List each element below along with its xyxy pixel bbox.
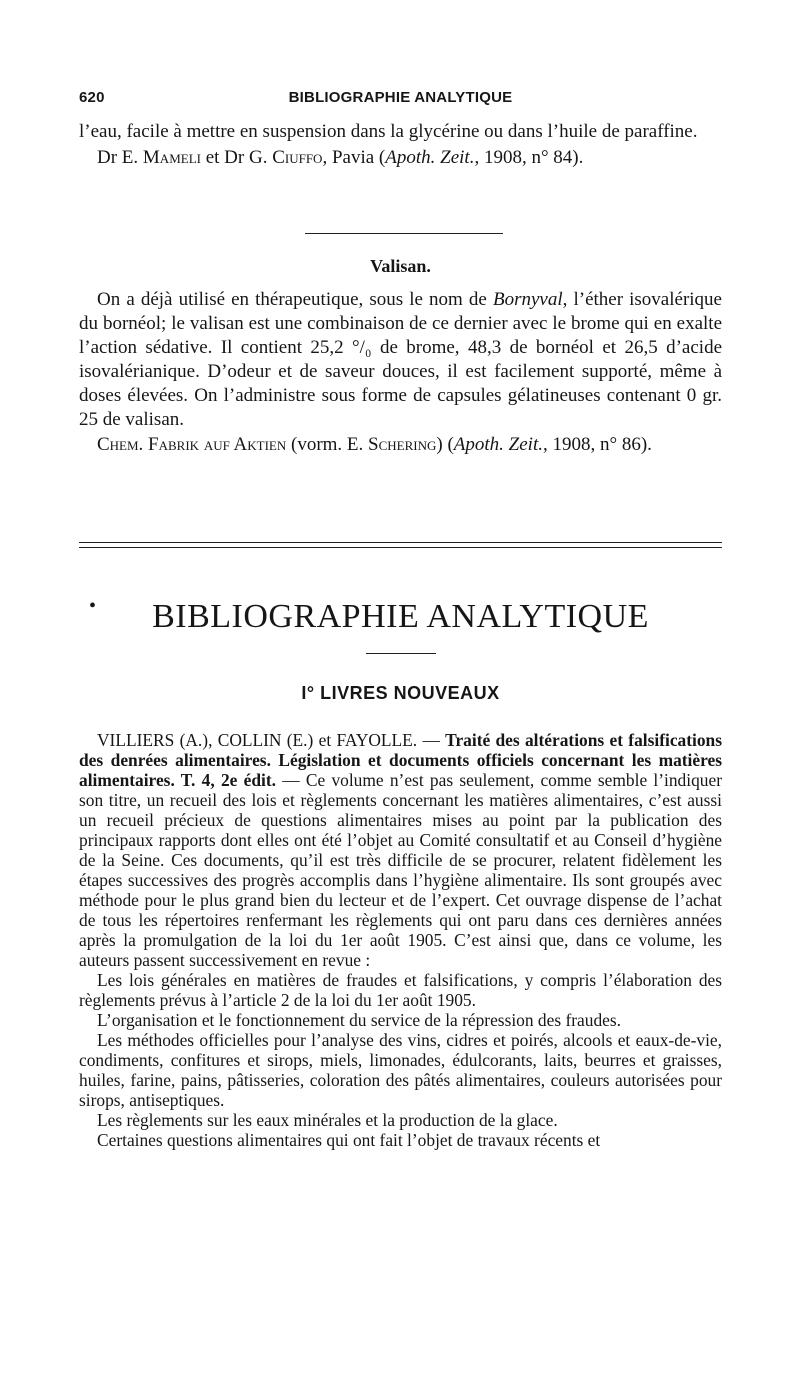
running-title: BIBLIOGRAPHIE ANALYTIQUE [288,89,513,106]
book-review [79,730,722,1150]
book-title: Traité des altérations et falsifications des denrées alimentaires. Législation et documents officiels concernant les matières alimentaires. T. 4, 2e édit. [79,730,722,790]
journal-name: Apoth. Zeit. [385,146,475,168]
page-number: 620 [79,89,105,106]
list-item: Certaines questions alimentaires qui ont fait l’objet de travaux récents et [97,1130,601,1150]
previous-article-end [79,120,722,169]
bullet-mark: • [89,595,97,617]
author-name: Chem. Fabrik auf Aktien [97,434,287,455]
author-name: Schering [368,434,437,455]
book-authors: VILLIERS (A.), COLLIN (E.) et FAYOLLE. — [97,730,446,750]
article-body: On a déjà utilisé en thérapeutique, sous le nom de Bornyval, l’éther isovalérique du bornéol; le valisan est une combinaison de ce dernier avec le brome qui en exalte l’action sédative. Il contient 25,2 °/₀ de brome, 48,3 de bornéol et 26,5 d’acide isovalérianique. D’odeur et de saveur douces, il est facilement supporté, même à doses élevées. On l’administre sous forme de capsules gélatineuses contenant 0 gr. 25 de valisan. [79,289,722,430]
running-head [79,89,722,111]
continuation-text: l’eau, facile à mettre en suspension dans la glycérine ou dans l’huile de paraffine. [79,121,698,142]
double-separator-rule [79,542,722,550]
subsection-title: I° LIVRES NOUVEAUX [301,683,500,703]
list-item: Les lois générales en matières de fraudes et falsifications, y compris l’élaboration des règlements prévus à l’article 2 de la loi du 1er août 1905. [79,970,722,1010]
product-name: Bornyval [492,289,563,310]
journal-name: Apoth. Zeit. [453,434,543,455]
article-title: Valisan. [370,256,431,276]
title-underline [366,653,436,654]
author-name: Mameli [142,146,201,168]
list-item: Les méthodes officielles pour l’analyse des vins, cidres et poirés, alcools et eaux-de-vie, condiments, confitures et sirops, miels, limonades, édulcorants, laits, beurres et graisses, huiles, farine, pains, pâtisseries, coloration des pâtés alimentaires, couleurs autorisées pour sirops, antiseptiques. [79,1030,722,1110]
citation: Dr E. Mameli et Dr G. Ciuffo, Pavia (Apoth. Zeit., 1908, n° 84). [97,146,584,168]
review-body: VILLIERS (A.), COLLIN (E.) et FAYOLLE. — Traité des altérations et falsifications des denrées alimentaires. Législation et documents officiels concernant les matières alimentaires. T. 4, 2e édit. — Ce volume n’est pas seulement, comme semble l’indiquer son titre, un recueil des lois et règlements concernant les matières alimentaires, c’est aussi un recueil précieux de questions alimentaires mises au point par la publication des principaux rapports dont elles ont été l’objet au Comité consultatif et au Conseil d’hygiène de la Seine. Ces documents, qu’il est très difficile de se procurer, relatent fidèlement les étapes successives des progrès accomplis dans l’hygiène alimentaire. Ils sont groupés avec méthode pour le plus grand bien du lecteur et de l’expert. Cet ouvrage dispense de l’achat de tous les répertoires renfermant les règlements qui ont paru dans ces dernières années après la promulgation de la loi du 1er août 1905. C’est ainsi que, dans ce volume, les auteurs passent successivement en revue : [79,730,722,970]
author-name: Ciuffo [272,146,323,168]
separator-rule [305,233,503,234]
page [79,0,722,1379]
list-item: L’organisation et le fonctionnement du service de la répression des fraudes. [97,1010,621,1030]
citation: Chem. Fabrik auf Aktien (vorm. E. Schering) (Apoth. Zeit., 1908, n° 86). [97,434,652,455]
list-item: Les règlements sur les eaux minérales et la production de la glace. [97,1110,558,1130]
section-title: BIBLIOGRAPHIE ANALYTIQUE [152,598,649,635]
valisan-article [79,288,722,457]
